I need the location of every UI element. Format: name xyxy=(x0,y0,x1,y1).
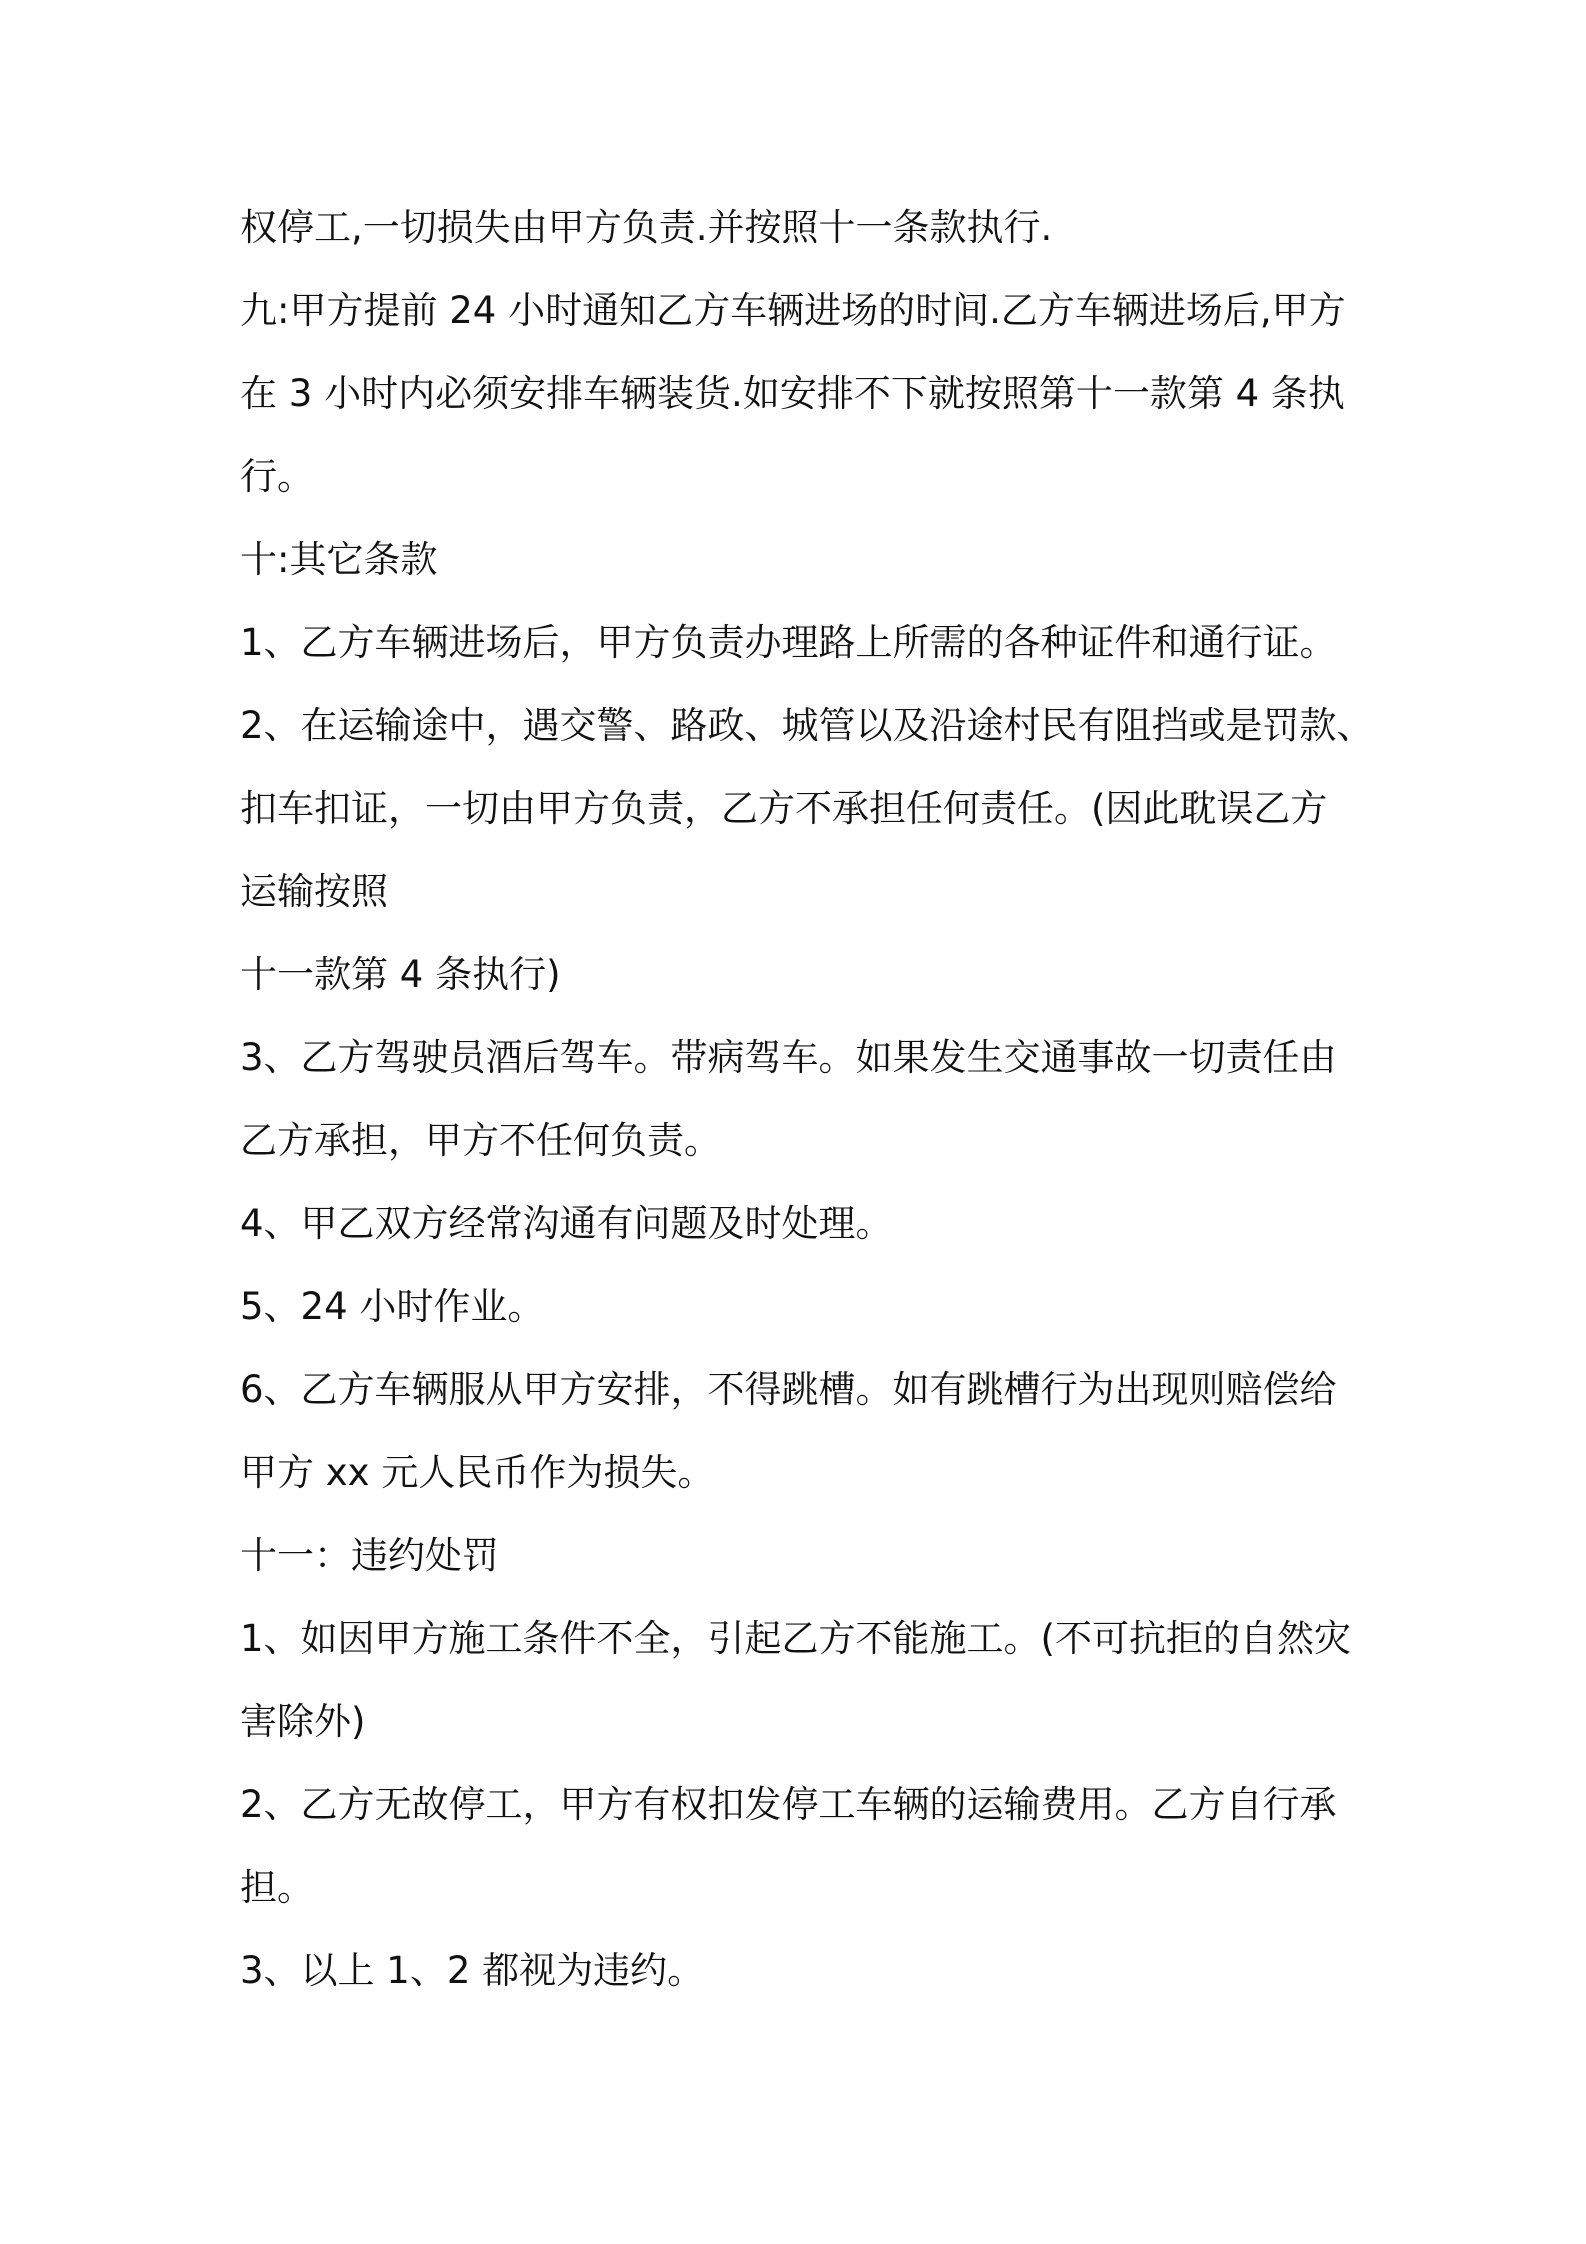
text-line: 担。 xyxy=(240,1866,314,1909)
text-line: 2、乙方无故停工，甲方有权扣发停工车辆的运输费用。乙方自行承 xyxy=(240,1783,1337,1826)
text-line: 行。 xyxy=(240,455,314,498)
text-line: 权停工,一切损失由甲方负责.并按照十一条款执行. xyxy=(240,206,1053,249)
text-line: 3、以上 1、2 都视为违约。 xyxy=(240,1949,705,1992)
text-line: 2、在运输途中，遇交警、路政、城管以及沿途村民有阻挡或是罚款、 xyxy=(240,704,1374,747)
text-line: 3、乙方驾驶员酒后驾车。带病驾车。如果发生交通事故一切责任由 xyxy=(240,1036,1337,1079)
text-line: 害除外) xyxy=(240,1700,366,1743)
text-line: 6、乙方车辆服从甲方安排，不得跳槽。如有跳槽行为出现则赔偿给 xyxy=(240,1368,1337,1411)
section-heading: 十一：违约处罚 xyxy=(240,1534,499,1577)
text-line: 5、24 小时作业。 xyxy=(240,1285,545,1328)
text-line: 1、乙方车辆进场后，甲方负责办理路上所需的各种证件和通行证。 xyxy=(240,621,1337,664)
text-line: 十一款第 4 条执行) xyxy=(240,953,561,996)
section-heading: 十:其它条款 xyxy=(240,538,438,581)
text-line: 甲方 xx 元人民币作为损失。 xyxy=(240,1451,715,1494)
text-line: 乙方承担，甲方不任何负责。 xyxy=(240,1119,721,1162)
text-line: 扣车扣证，一切由甲方负责，乙方不承担任何责任。(因此耽误乙方 xyxy=(240,787,1328,830)
text-line: 运输按照 xyxy=(240,870,388,913)
text-line: 1、如因甲方施工条件不全，引起乙方不能施工。(不可抗拒的自然灾 xyxy=(240,1617,1351,1660)
text-line: 在 3 小时内必须安排车辆装货.如安排不下就按照第十一款第 4 条执 xyxy=(240,372,1345,415)
text-line: 九:甲方提前 24 小时通知乙方车辆进场的时间.乙方车辆进场后,甲方 xyxy=(240,289,1346,332)
text-line: 4、甲乙双方经常沟通有问题及时处理。 xyxy=(240,1202,893,1245)
